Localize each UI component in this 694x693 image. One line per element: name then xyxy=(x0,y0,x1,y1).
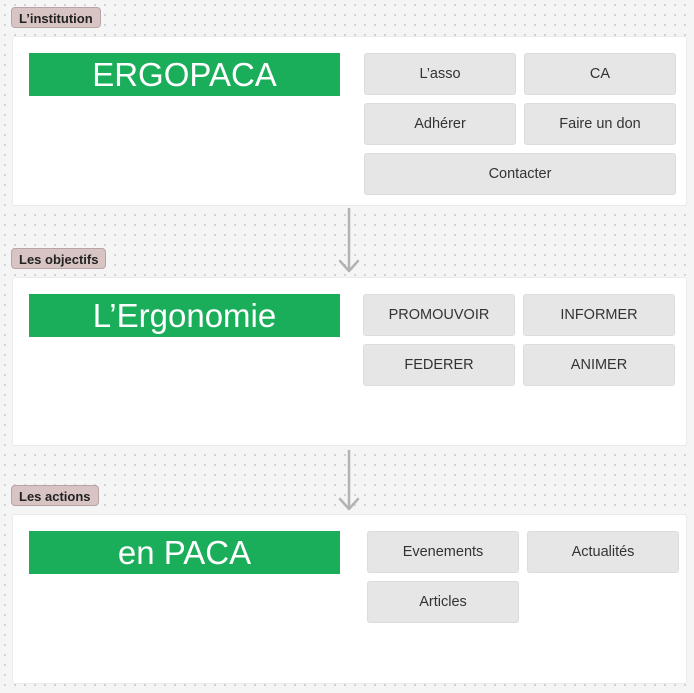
section-objectifs xyxy=(12,277,687,446)
banner-en-paca: en PACA xyxy=(29,531,340,574)
button-evenements[interactable]: Evenements xyxy=(367,531,519,573)
arrow-down-icon xyxy=(338,208,360,274)
button-animer[interactable]: ANIMER xyxy=(523,344,675,386)
button-actualites[interactable]: Actualités xyxy=(527,531,679,573)
section-actions xyxy=(12,514,687,684)
tag-institution: L’institution xyxy=(11,7,101,28)
button-federer[interactable]: FEDERER xyxy=(363,344,515,386)
button-lasso[interactable]: L’asso xyxy=(364,53,516,95)
button-informer[interactable]: INFORMER xyxy=(523,294,675,336)
tag-objectifs: Les objectifs xyxy=(11,248,106,269)
tag-actions: Les actions xyxy=(11,485,99,506)
section-institution xyxy=(12,36,687,206)
button-adherer[interactable]: Adhérer xyxy=(364,103,516,145)
arrow-down-icon xyxy=(338,450,360,512)
button-contacter[interactable]: Contacter xyxy=(364,153,676,195)
button-faire-un-don[interactable]: Faire un don xyxy=(524,103,676,145)
banner-ergopaca: ERGOPACA xyxy=(29,53,340,96)
banner-ergonomie: L’Ergonomie xyxy=(29,294,340,337)
button-promouvoir[interactable]: PROMOUVOIR xyxy=(363,294,515,336)
button-ca[interactable]: CA xyxy=(524,53,676,95)
button-articles[interactable]: Articles xyxy=(367,581,519,623)
